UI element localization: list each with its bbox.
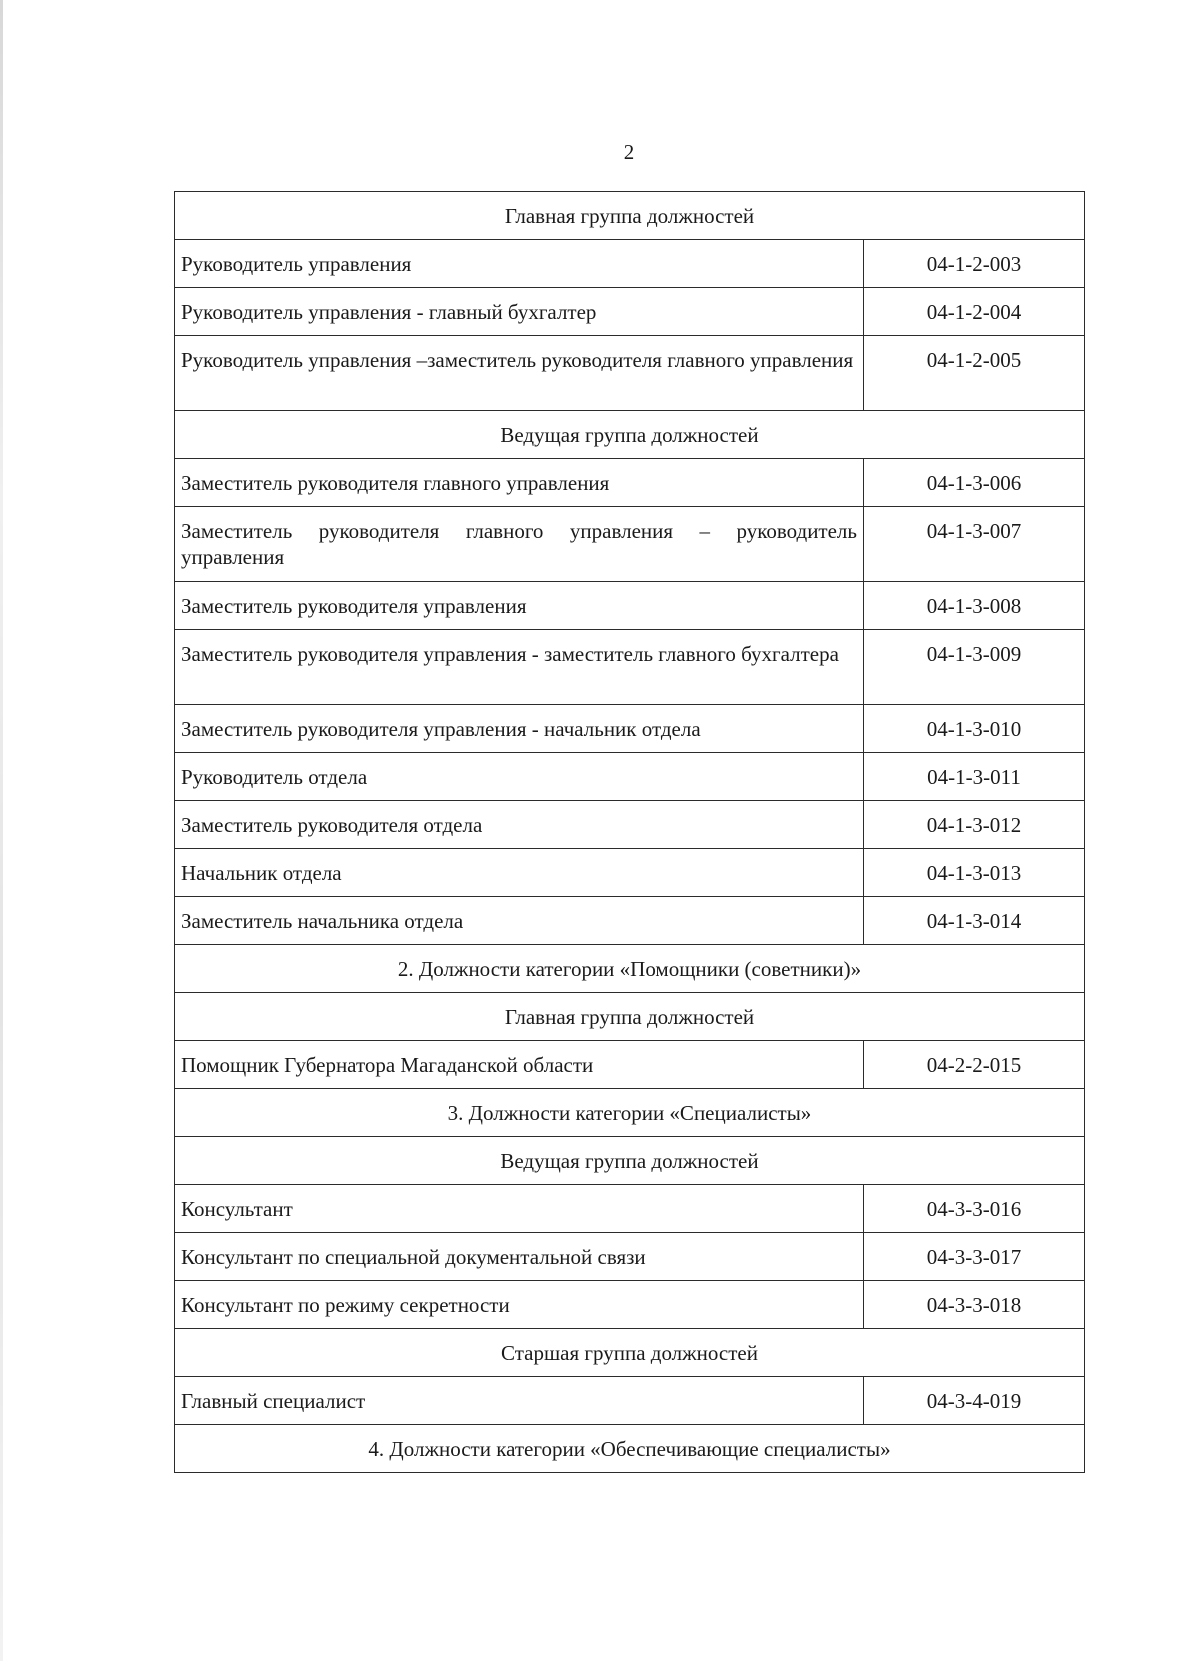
group-header-row <box>175 411 1085 459</box>
position-name: Руководитель управления –заместитель руководителя главного управления <box>175 336 864 411</box>
position-code: 04-1-3-008 <box>864 582 1085 630</box>
position-name: Помощник Губернатора Магаданской области <box>175 1041 864 1089</box>
position-row <box>175 801 1085 849</box>
position-row <box>175 1377 1085 1425</box>
group-header-row <box>175 1425 1085 1473</box>
scan-edge <box>0 0 3 1661</box>
group-header: 4. Должности категории «Обеспечивающие специалисты» <box>175 1425 1085 1473</box>
position-code: 04-1-3-006 <box>864 459 1085 507</box>
position-row <box>175 240 1085 288</box>
position-name: Заместитель начальника отдела <box>175 897 864 945</box>
position-name: Консультант по специальной документальной связи <box>175 1233 864 1281</box>
position-name: Заместитель руководителя управления - начальник отдела <box>175 705 864 753</box>
position-row <box>175 459 1085 507</box>
position-code: 04-1-2-004 <box>864 288 1085 336</box>
position-row <box>175 288 1085 336</box>
position-row <box>175 336 1085 411</box>
group-header: Главная группа должностей <box>175 993 1085 1041</box>
position-name: Консультант по режиму секретности <box>175 1281 864 1329</box>
position-name: Главный специалист <box>175 1377 864 1425</box>
positions-table-body <box>175 192 1085 1473</box>
group-header: Старшая группа должностей <box>175 1329 1085 1377</box>
position-code: 04-3-3-017 <box>864 1233 1085 1281</box>
position-code: 04-1-3-009 <box>864 630 1085 705</box>
group-header-row <box>175 945 1085 993</box>
position-code: 04-1-3-010 <box>864 705 1085 753</box>
position-code: 04-1-3-007 <box>864 507 1085 582</box>
positions-table <box>174 191 1085 1473</box>
position-name: Заместитель руководителя главного управления <box>175 459 864 507</box>
group-header: 3. Должности категории «Специалисты» <box>175 1089 1085 1137</box>
group-header: 2. Должности категории «Помощники (советники)» <box>175 945 1085 993</box>
position-row <box>175 1041 1085 1089</box>
position-code: 04-1-2-003 <box>864 240 1085 288</box>
position-row <box>175 1233 1085 1281</box>
group-header-row <box>175 1329 1085 1377</box>
position-name: Руководитель управления <box>175 240 864 288</box>
position-name: Руководитель отдела <box>175 753 864 801</box>
position-row <box>175 1185 1085 1233</box>
group-header: Ведущая группа должностей <box>175 411 1085 459</box>
position-name: Заместитель руководителя управления <box>175 582 864 630</box>
group-header: Главная группа должностей <box>175 192 1085 240</box>
position-code: 04-1-3-013 <box>864 849 1085 897</box>
group-header-row <box>175 1137 1085 1185</box>
position-name: Начальник отдела <box>175 849 864 897</box>
group-header-row <box>175 993 1085 1041</box>
group-header-row <box>175 192 1085 240</box>
group-header-row <box>175 1089 1085 1137</box>
position-code: 04-2-2-015 <box>864 1041 1085 1089</box>
group-header: Ведущая группа должностей <box>175 1137 1085 1185</box>
position-row <box>175 582 1085 630</box>
position-row <box>175 897 1085 945</box>
position-code: 04-3-3-016 <box>864 1185 1085 1233</box>
position-code: 04-3-4-019 <box>864 1377 1085 1425</box>
position-name: Заместитель руководителя главного управления – руководитель управления <box>175 507 864 582</box>
position-code: 04-1-3-012 <box>864 801 1085 849</box>
position-row <box>175 849 1085 897</box>
position-name: Консультант <box>175 1185 864 1233</box>
position-row <box>175 753 1085 801</box>
position-name: Заместитель руководителя отдела <box>175 801 864 849</box>
position-row <box>175 630 1085 705</box>
position-code: 04-3-3-018 <box>864 1281 1085 1329</box>
position-row <box>175 507 1085 582</box>
position-name: Заместитель руководителя управления - заместитель главного бухгалтера <box>175 630 864 705</box>
position-row <box>175 1281 1085 1329</box>
position-row <box>175 705 1085 753</box>
position-code: 04-1-2-005 <box>864 336 1085 411</box>
position-name: Руководитель управления - главный бухгалтер <box>175 288 864 336</box>
position-code: 04-1-3-011 <box>864 753 1085 801</box>
position-code: 04-1-3-014 <box>864 897 1085 945</box>
page-number: 2 <box>623 140 635 164</box>
